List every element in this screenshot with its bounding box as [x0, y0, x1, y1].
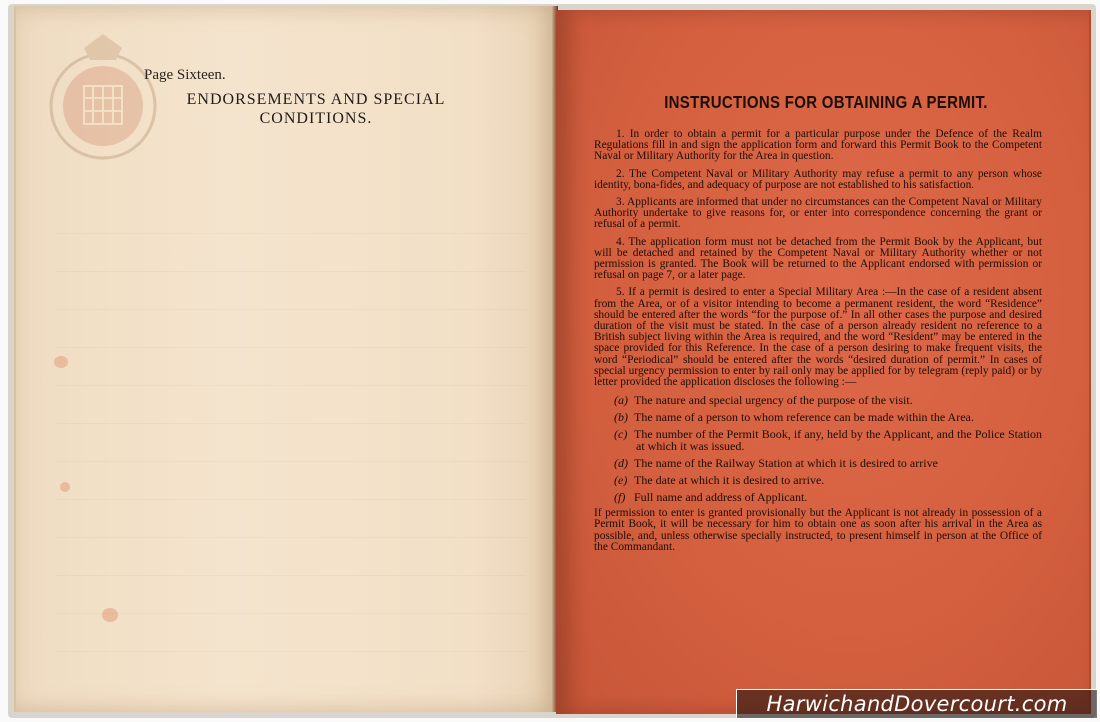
instruction-paragraph-2: 2. The Competent Naval or Military Authority may refuse a permit to any person whose identity, bona-fides, and adequacy of purpose are not established to his satisfaction.	[594, 167, 1042, 191]
left-page	[14, 6, 556, 712]
paper-stain	[102, 608, 118, 622]
list-item	[614, 491, 1042, 503]
list-item	[614, 457, 1042, 469]
instruction-paragraph-1: 1. In order to obtain a permit for a particular purpose under the Defence of the Realm Regulations fill in and sign the application form and forward this Permit Book to the Competent Naval or Military Authority for the Area in question.	[594, 128, 1042, 163]
list-item	[614, 474, 1042, 486]
list-item-text: The nature and special urgency of the purpose of the visit.	[634, 393, 913, 408]
list-item-text: The name of a person to whom reference can be made within the Area.	[634, 410, 974, 425]
list-item	[614, 394, 1042, 406]
list-item-text: The name of the Railway Station at which it is desired to arrive	[634, 456, 938, 471]
left-title-line-1: ENDORSEMENTS AND SPECIAL	[186, 91, 446, 108]
list-item-label: (d)	[614, 456, 628, 471]
instructions-body	[594, 129, 1042, 559]
instructions-title: INSTRUCTIONS FOR OBTAINING A PERMIT.	[664, 92, 988, 113]
instruction-paragraph-4: 4. The application form must not be detached from the Permit Book by the Applicant, but will be detached and retained by the Competent Naval or Military Authority whether or not permission is granted. The Book will be returned to the Applicant endorsed with permission or refusal on page 7, or a later page.	[594, 235, 1042, 282]
closing-paragraph: If permission to enter is granted provisionally but the Applicant is not already in possession of a Permit Book, it will be necessary for him to obtain one as soon after his arrival in the Area as possible, and, unless otherwise specially instructed, to present himself in person at the Office of the Commandant.	[594, 507, 1042, 553]
paper-stain	[60, 482, 70, 492]
site-watermark: HarwichandDovercourt.com	[736, 689, 1098, 719]
right-page	[556, 10, 1091, 714]
list-item-label: (a)	[614, 393, 628, 408]
instruction-paragraph-3: 3. Applicants are informed that under no circumstances can the Competent Naval or Military Authority undertake to give reasons for, or enter into correspondence concerning the grant or refusal of a permit.	[594, 196, 1042, 231]
list-item	[614, 411, 1042, 423]
requirements-list	[594, 394, 1042, 503]
list-item-label: (e)	[614, 473, 628, 488]
list-item-text: The date at which it is desired to arrive.	[634, 473, 825, 488]
paper-stain	[54, 356, 68, 368]
left-page-title	[156, 90, 476, 128]
faded-seal-emblem-icon	[44, 26, 162, 176]
left-title-line-2: CONDITIONS.	[259, 110, 373, 127]
list-item-label: (f)	[614, 490, 626, 505]
list-item-text: The number of the Permit Book, if any, held by the Applicant, and the Police Station at which it was issued.	[634, 427, 1042, 454]
page-number: Page Sixteen.	[144, 67, 226, 83]
list-item-text: Full name and address of Applicant.	[634, 490, 808, 505]
list-item	[614, 428, 1042, 452]
list-item-label: (b)	[614, 410, 628, 425]
list-item-label: (c)	[614, 427, 628, 442]
instruction-paragraph-5: 5. If a permit is desired to enter a Special Military Area :—In the case of a resident absent from the Area, or of a visitor intending to become a permanent resident, the word “Residence” should be entered after the words “for the purpose of.” In all other cases the purpose and desired duration of the visit must be stated. In the case of a person already resident no reference to a British subject living within the Area is required, and the word “Resident” may be entered in the space provided for this Reference. In the case of a person desiring to make frequent visits, the word “Periodical” should be entered after the words “desired duration of permit.” In cases of special urgency permission to enter by rail only may be applied for by telegram (reply paid) or by letter provided the application discloses the following :—	[594, 286, 1042, 389]
faint-ruled-lines	[56, 196, 526, 672]
